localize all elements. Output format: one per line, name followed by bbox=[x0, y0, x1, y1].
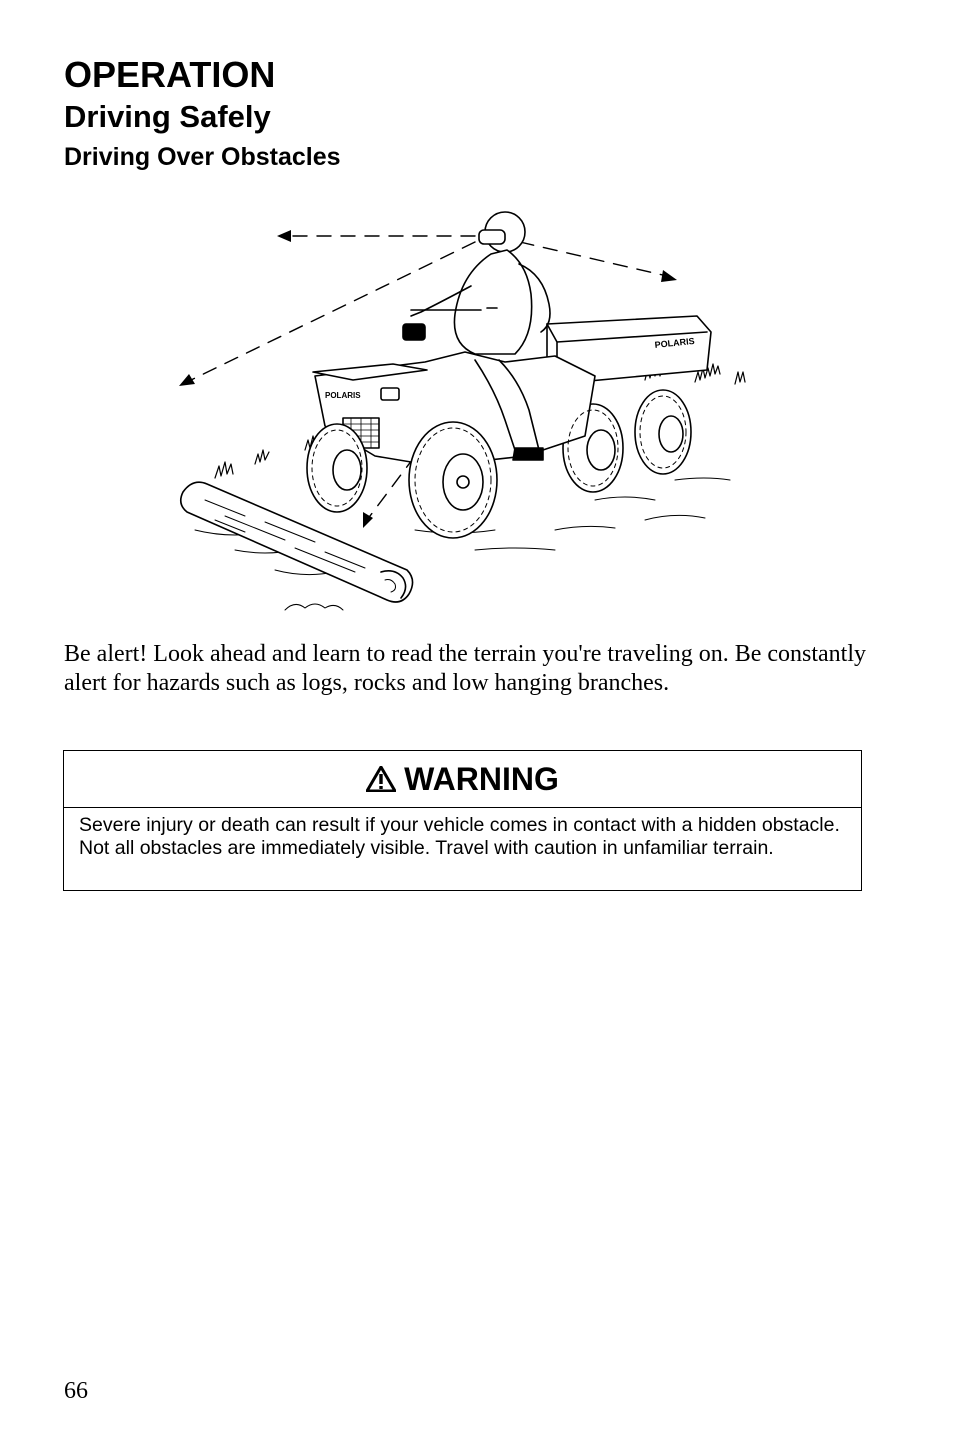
section-title: OPERATION bbox=[64, 54, 276, 95]
topic-title: Driving Over Obstacles bbox=[64, 143, 341, 171]
page-number: 66 bbox=[64, 1378, 88, 1404]
warning-text: Severe injury or death can result if your vehicle comes in contact with a hidden obstacle. Not all obstacles are immediately visible. Travel with caution in unfamiliar terrain. bbox=[79, 814, 840, 859]
warning-title: WARNING bbox=[404, 760, 559, 797]
warning-header bbox=[64, 751, 861, 808]
warning-triangle-icon bbox=[366, 766, 396, 792]
svg-text:POLARIS: POLARIS bbox=[654, 335, 696, 350]
atv-illustration bbox=[175, 200, 765, 620]
body-paragraph: Be alert! Look ahead and learn to read the terrain you're traveling on. Be constantly alert for hazards such as logs, rocks and low hanging branches. bbox=[64, 641, 867, 696]
subsection-title: Driving Safely bbox=[64, 99, 271, 134]
svg-text:POLARIS: POLARIS bbox=[325, 391, 361, 400]
warning-box bbox=[63, 750, 862, 891]
atv-rider-over-log-illustration-icon bbox=[175, 200, 765, 620]
